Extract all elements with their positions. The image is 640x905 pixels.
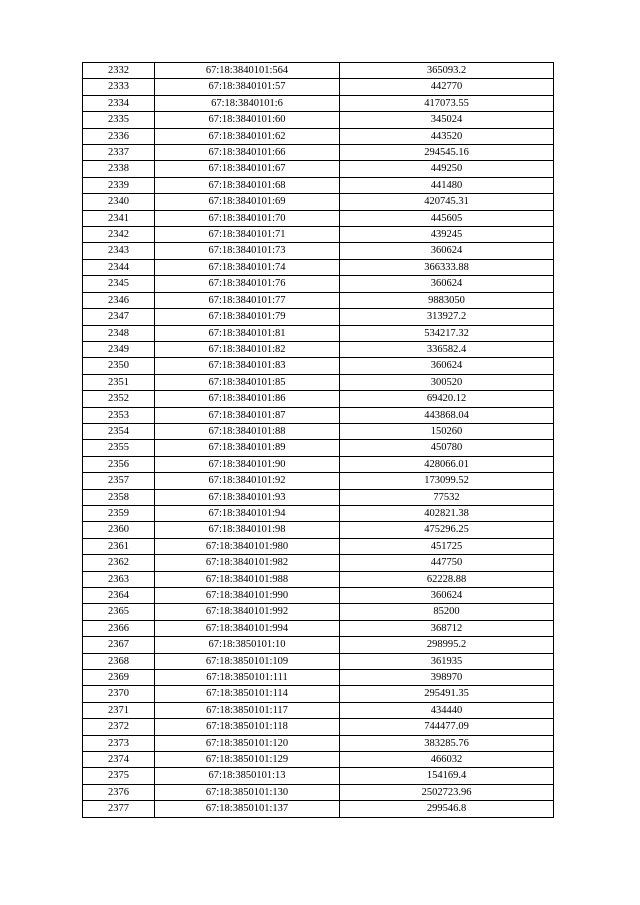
value-cell: 447750 <box>340 555 554 571</box>
cadastral-number-cell: 67:18:3840101:92 <box>155 473 340 489</box>
cadastral-number-cell: 67:18:3850101:130 <box>155 784 340 800</box>
table-row <box>83 473 554 489</box>
value-cell: 368712 <box>340 620 554 636</box>
value-cell: 299546.8 <box>340 801 554 817</box>
table-row <box>83 686 554 702</box>
table-row <box>83 243 554 259</box>
row-number-cell: 2375 <box>83 768 155 784</box>
cadastral-number-cell: 67:18:3840101:67 <box>155 161 340 177</box>
table-row <box>83 735 554 751</box>
value-cell: 2502723.96 <box>340 784 554 800</box>
cadastral-number-cell: 67:18:3840101:87 <box>155 407 340 423</box>
value-cell: 428066.01 <box>340 456 554 472</box>
row-number-cell: 2349 <box>83 341 155 357</box>
row-number-cell: 2350 <box>83 358 155 374</box>
value-cell: 450780 <box>340 440 554 456</box>
value-cell: 443520 <box>340 128 554 144</box>
row-number-cell: 2334 <box>83 95 155 111</box>
value-cell: 475296.25 <box>340 522 554 538</box>
cadastral-number-cell: 67:18:3850101:137 <box>155 801 340 817</box>
table-row <box>83 194 554 210</box>
table-row <box>83 79 554 95</box>
row-number-cell: 2374 <box>83 752 155 768</box>
table-row <box>83 128 554 144</box>
value-cell: 439245 <box>340 227 554 243</box>
row-number-cell: 2361 <box>83 538 155 554</box>
cadastral-number-cell: 67:18:3840101:68 <box>155 177 340 193</box>
table-row <box>83 522 554 538</box>
value-cell: 434440 <box>340 702 554 718</box>
cadastral-number-cell: 67:18:3840101:98 <box>155 522 340 538</box>
value-cell: 441480 <box>340 177 554 193</box>
cadastral-number-cell: 67:18:3840101:980 <box>155 538 340 554</box>
table-row <box>83 571 554 587</box>
table-row <box>83 292 554 308</box>
cadastral-number-cell: 67:18:3850101:129 <box>155 752 340 768</box>
cadastral-number-cell: 67:18:3850101:114 <box>155 686 340 702</box>
row-number-cell: 2357 <box>83 473 155 489</box>
cadastral-number-cell: 67:18:3850101:118 <box>155 719 340 735</box>
row-number-cell: 2347 <box>83 309 155 325</box>
row-number-cell: 2360 <box>83 522 155 538</box>
row-number-cell: 2335 <box>83 112 155 128</box>
cadastral-number-cell: 67:18:3840101:994 <box>155 620 340 636</box>
cadastral-number-cell: 67:18:3840101:90 <box>155 456 340 472</box>
cadastral-number-cell: 67:18:3840101:86 <box>155 391 340 407</box>
value-cell: 466032 <box>340 752 554 768</box>
table-row <box>83 670 554 686</box>
row-number-cell: 2337 <box>83 145 155 161</box>
cadastral-number-cell: 67:18:3850101:120 <box>155 735 340 751</box>
table-row <box>83 489 554 505</box>
value-cell: 365093.2 <box>340 63 554 79</box>
row-number-cell: 2353 <box>83 407 155 423</box>
table-row <box>83 752 554 768</box>
row-number-cell: 2336 <box>83 128 155 144</box>
table-row <box>83 63 554 79</box>
value-cell: 445605 <box>340 210 554 226</box>
row-number-cell: 2352 <box>83 391 155 407</box>
value-cell: 77532 <box>340 489 554 505</box>
row-number-cell: 2356 <box>83 456 155 472</box>
table-row <box>83 177 554 193</box>
cadastral-number-cell: 67:18:3840101:69 <box>155 194 340 210</box>
value-cell: 398970 <box>340 670 554 686</box>
table-row <box>83 423 554 439</box>
cadastral-number-cell: 67:18:3840101:83 <box>155 358 340 374</box>
row-number-cell: 2339 <box>83 177 155 193</box>
table-row <box>83 801 554 817</box>
row-number-cell: 2373 <box>83 735 155 751</box>
value-cell: 383285.76 <box>340 735 554 751</box>
cadastral-number-cell: 67:18:3840101:76 <box>155 276 340 292</box>
row-number-cell: 2351 <box>83 374 155 390</box>
cadastral-number-cell: 67:18:3840101:93 <box>155 489 340 505</box>
cadastral-number-cell: 67:18:3840101:94 <box>155 505 340 521</box>
cadastral-number-cell: 67:18:3850101:111 <box>155 670 340 686</box>
row-number-cell: 2359 <box>83 505 155 521</box>
table-row <box>83 227 554 243</box>
cadastral-number-cell: 67:18:3840101:990 <box>155 588 340 604</box>
cadastral-number-cell: 67:18:3840101:89 <box>155 440 340 456</box>
value-cell: 417073.55 <box>340 95 554 111</box>
table-row <box>83 768 554 784</box>
row-number-cell: 2364 <box>83 588 155 604</box>
table-row <box>83 276 554 292</box>
table-row <box>83 95 554 111</box>
cadastral-number-cell: 67:18:3840101:88 <box>155 423 340 439</box>
cadastral-number-cell: 67:18:3840101:982 <box>155 555 340 571</box>
row-number-cell: 2332 <box>83 63 155 79</box>
table-row <box>83 309 554 325</box>
table-row <box>83 391 554 407</box>
row-number-cell: 2369 <box>83 670 155 686</box>
row-number-cell: 2343 <box>83 243 155 259</box>
table-row <box>83 588 554 604</box>
table-row <box>83 719 554 735</box>
cadastral-number-cell: 67:18:3850101:117 <box>155 702 340 718</box>
table-row <box>83 440 554 456</box>
table-row <box>83 620 554 636</box>
table-row <box>83 161 554 177</box>
value-cell: 150260 <box>340 423 554 439</box>
row-number-cell: 2366 <box>83 620 155 636</box>
cadastral-number-cell: 67:18:3840101:79 <box>155 309 340 325</box>
row-number-cell: 2346 <box>83 292 155 308</box>
table-row <box>83 505 554 521</box>
row-number-cell: 2355 <box>83 440 155 456</box>
cadastral-number-cell: 67:18:3850101:13 <box>155 768 340 784</box>
row-number-cell: 2338 <box>83 161 155 177</box>
cadastral-number-cell: 67:18:3840101:60 <box>155 112 340 128</box>
value-cell: 154169.4 <box>340 768 554 784</box>
value-cell: 366333.88 <box>340 259 554 275</box>
cadastral-value-table <box>82 62 554 818</box>
value-cell: 449250 <box>340 161 554 177</box>
value-cell: 62228.88 <box>340 571 554 587</box>
cadastral-number-cell: 67:18:3840101:62 <box>155 128 340 144</box>
table-row <box>83 145 554 161</box>
value-cell: 9883050 <box>340 292 554 308</box>
value-cell: 442770 <box>340 79 554 95</box>
table-row <box>83 456 554 472</box>
table-row <box>83 555 554 571</box>
value-cell: 294545.16 <box>340 145 554 161</box>
table-row <box>83 358 554 374</box>
table-row <box>83 702 554 718</box>
cadastral-number-cell: 67:18:3840101:57 <box>155 79 340 95</box>
row-number-cell: 2376 <box>83 784 155 800</box>
table-row <box>83 637 554 653</box>
cadastral-number-cell: 67:18:3840101:74 <box>155 259 340 275</box>
cadastral-number-cell: 67:18:3840101:81 <box>155 325 340 341</box>
table-body <box>83 63 554 818</box>
cadastral-number-cell: 67:18:3840101:70 <box>155 210 340 226</box>
row-number-cell: 2362 <box>83 555 155 571</box>
table-row <box>83 341 554 357</box>
cadastral-number-cell: 67:18:3840101:82 <box>155 341 340 357</box>
table-row <box>83 374 554 390</box>
row-number-cell: 2344 <box>83 259 155 275</box>
table-row <box>83 604 554 620</box>
row-number-cell: 2345 <box>83 276 155 292</box>
value-cell: 360624 <box>340 588 554 604</box>
cadastral-number-cell: 67:18:3850101:109 <box>155 653 340 669</box>
table-row <box>83 538 554 554</box>
row-number-cell: 2365 <box>83 604 155 620</box>
value-cell: 313927.2 <box>340 309 554 325</box>
table-row <box>83 112 554 128</box>
value-cell: 69420.12 <box>340 391 554 407</box>
row-number-cell: 2370 <box>83 686 155 702</box>
value-cell: 173099.52 <box>340 473 554 489</box>
row-number-cell: 2333 <box>83 79 155 95</box>
value-cell: 443868.04 <box>340 407 554 423</box>
row-number-cell: 2340 <box>83 194 155 210</box>
table-row <box>83 210 554 226</box>
row-number-cell: 2348 <box>83 325 155 341</box>
cadastral-number-cell: 67:18:3840101:992 <box>155 604 340 620</box>
row-number-cell: 2341 <box>83 210 155 226</box>
cadastral-number-cell: 67:18:3840101:71 <box>155 227 340 243</box>
value-cell: 361935 <box>340 653 554 669</box>
value-cell: 744477.09 <box>340 719 554 735</box>
row-number-cell: 2354 <box>83 423 155 439</box>
row-number-cell: 2367 <box>83 637 155 653</box>
table-row <box>83 784 554 800</box>
cadastral-number-cell: 67:18:3840101:73 <box>155 243 340 259</box>
value-cell: 420745.31 <box>340 194 554 210</box>
row-number-cell: 2368 <box>83 653 155 669</box>
cadastral-number-cell: 67:18:3850101:10 <box>155 637 340 653</box>
row-number-cell: 2371 <box>83 702 155 718</box>
cadastral-number-cell: 67:18:3840101:77 <box>155 292 340 308</box>
row-number-cell: 2342 <box>83 227 155 243</box>
table-row <box>83 259 554 275</box>
value-cell: 336582.4 <box>340 341 554 357</box>
value-cell: 402821.38 <box>340 505 554 521</box>
value-cell: 295491.35 <box>340 686 554 702</box>
value-cell: 451725 <box>340 538 554 554</box>
table-row <box>83 325 554 341</box>
value-cell: 298995.2 <box>340 637 554 653</box>
value-cell: 85200 <box>340 604 554 620</box>
row-number-cell: 2363 <box>83 571 155 587</box>
row-number-cell: 2358 <box>83 489 155 505</box>
value-cell: 360624 <box>340 358 554 374</box>
value-cell: 300520 <box>340 374 554 390</box>
cadastral-number-cell: 67:18:3840101:988 <box>155 571 340 587</box>
row-number-cell: 2372 <box>83 719 155 735</box>
table-row <box>83 407 554 423</box>
cadastral-number-cell: 67:18:3840101:66 <box>155 145 340 161</box>
value-cell: 360624 <box>340 243 554 259</box>
cadastral-number-cell: 67:18:3840101:564 <box>155 63 340 79</box>
value-cell: 534217.32 <box>340 325 554 341</box>
cadastral-number-cell: 67:18:3840101:85 <box>155 374 340 390</box>
value-cell: 345024 <box>340 112 554 128</box>
cadastral-number-cell: 67:18:3840101:6 <box>155 95 340 111</box>
value-cell: 360624 <box>340 276 554 292</box>
row-number-cell: 2377 <box>83 801 155 817</box>
table-row <box>83 653 554 669</box>
